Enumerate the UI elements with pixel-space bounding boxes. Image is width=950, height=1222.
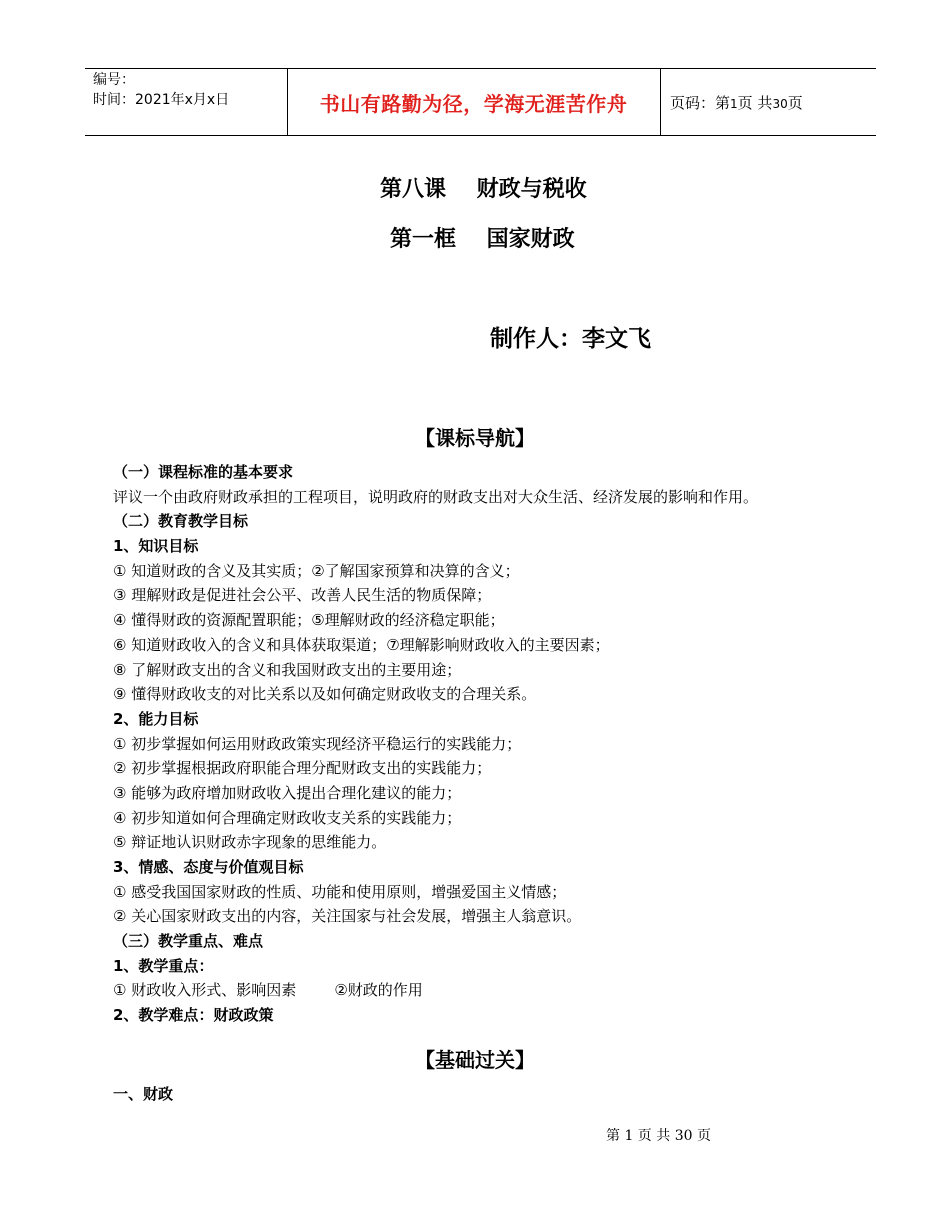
- section2-first-item: 一、财政: [113, 1085, 174, 1103]
- content-line: ③ 能够为政府增加财政收入提出合理化建议的能力；: [113, 783, 462, 802]
- content-line: 3、情感、态度与价值观目标: [113, 858, 304, 876]
- content-line: ① 感受我国国家财政的性质、功能和使用原则，增强爱国主义情感；: [113, 882, 567, 901]
- content-line: 1、教学重点：: [113, 956, 214, 975]
- content-line: ⑤ 辩证地认识财政赤字现象的思维能力。: [113, 833, 387, 852]
- header-divider-right: [660, 68, 661, 136]
- content-body: [113, 460, 853, 1028]
- header-page-info: [670, 92, 803, 113]
- content-line: （二）教育教学目标: [113, 512, 249, 531]
- header-meta: [93, 70, 229, 110]
- content-line: ① 知道财政的含义及其实质；②了解国家预算和决算的含义；: [113, 561, 520, 580]
- page-total: 30: [772, 97, 788, 111]
- content-line: 评议一个由政府财政承担的工程项目，说明政府的财政支出对大众生活、经济发展的影响和作用。: [113, 487, 759, 506]
- content-line: ② 关心国家财政支出的内容，关注国家与社会发展，增强主人翁意识。: [113, 907, 582, 926]
- content-line: ⑨ 懂得财政收支的对比关系以及如何确定财政收支的合理关系。: [113, 685, 537, 704]
- header-number: 编号：: [93, 72, 135, 88]
- content-line: 1、知识目标: [113, 537, 199, 556]
- page-current: 1: [730, 97, 738, 111]
- author: 制作人：李文飞: [490, 326, 651, 352]
- frame-title: 第一框 国家财政: [390, 227, 575, 252]
- content-line: （三）教学重点、难点: [113, 932, 264, 951]
- content-line: （一）课程标准的基本要求: [113, 463, 294, 481]
- content-line: 2、能力目标: [113, 709, 199, 728]
- content-line: ① 初步掌握如何运用财政政策实现经济平稳运行的实践能力；: [113, 734, 522, 753]
- content-line: ① 财政收入形式、影响因素 ②财政的作用: [113, 981, 423, 1000]
- content-line: 2、教学难点：财政政策: [113, 1006, 274, 1025]
- content-line: ⑥ 知道财政收入的含义和具体获取渠道；⑦理解影响财政收入的主要因素；: [113, 635, 610, 654]
- content-line: ③ 理解财政是促进社会公平、改善人民生活的物质保障；: [113, 586, 492, 605]
- section-heading-curriculum: 【课标导航】: [415, 426, 535, 450]
- content-line: ② 初步掌握根据政府职能合理分配财政支出的实践能力；: [113, 759, 492, 778]
- content-line: ④ 初步知道如何合理确定财政收支关系的实践能力；: [113, 808, 462, 827]
- section-heading-basics: 【基础过关】: [415, 1048, 535, 1072]
- header-motto: 书山有路勤为径，学海无涯苦作舟: [319, 91, 628, 116]
- content-line: ④ 懂得财政的资源配置职能；⑤理解财政的经济稳定职能；: [113, 611, 505, 630]
- header-time: 时间：2021年x月x日: [93, 92, 230, 108]
- content-line: ⑧ 了解财政支出的含义和我国财政支出的主要用途；: [113, 660, 462, 679]
- lesson-title: 第八课 财政与税收: [380, 177, 587, 202]
- page-suffix: 页: [787, 94, 803, 112]
- page-footer: 第 1 页 共 30 页: [606, 1128, 711, 1144]
- page-prefix: 页码：第: [670, 94, 731, 112]
- page-mid: 页 共: [737, 94, 773, 112]
